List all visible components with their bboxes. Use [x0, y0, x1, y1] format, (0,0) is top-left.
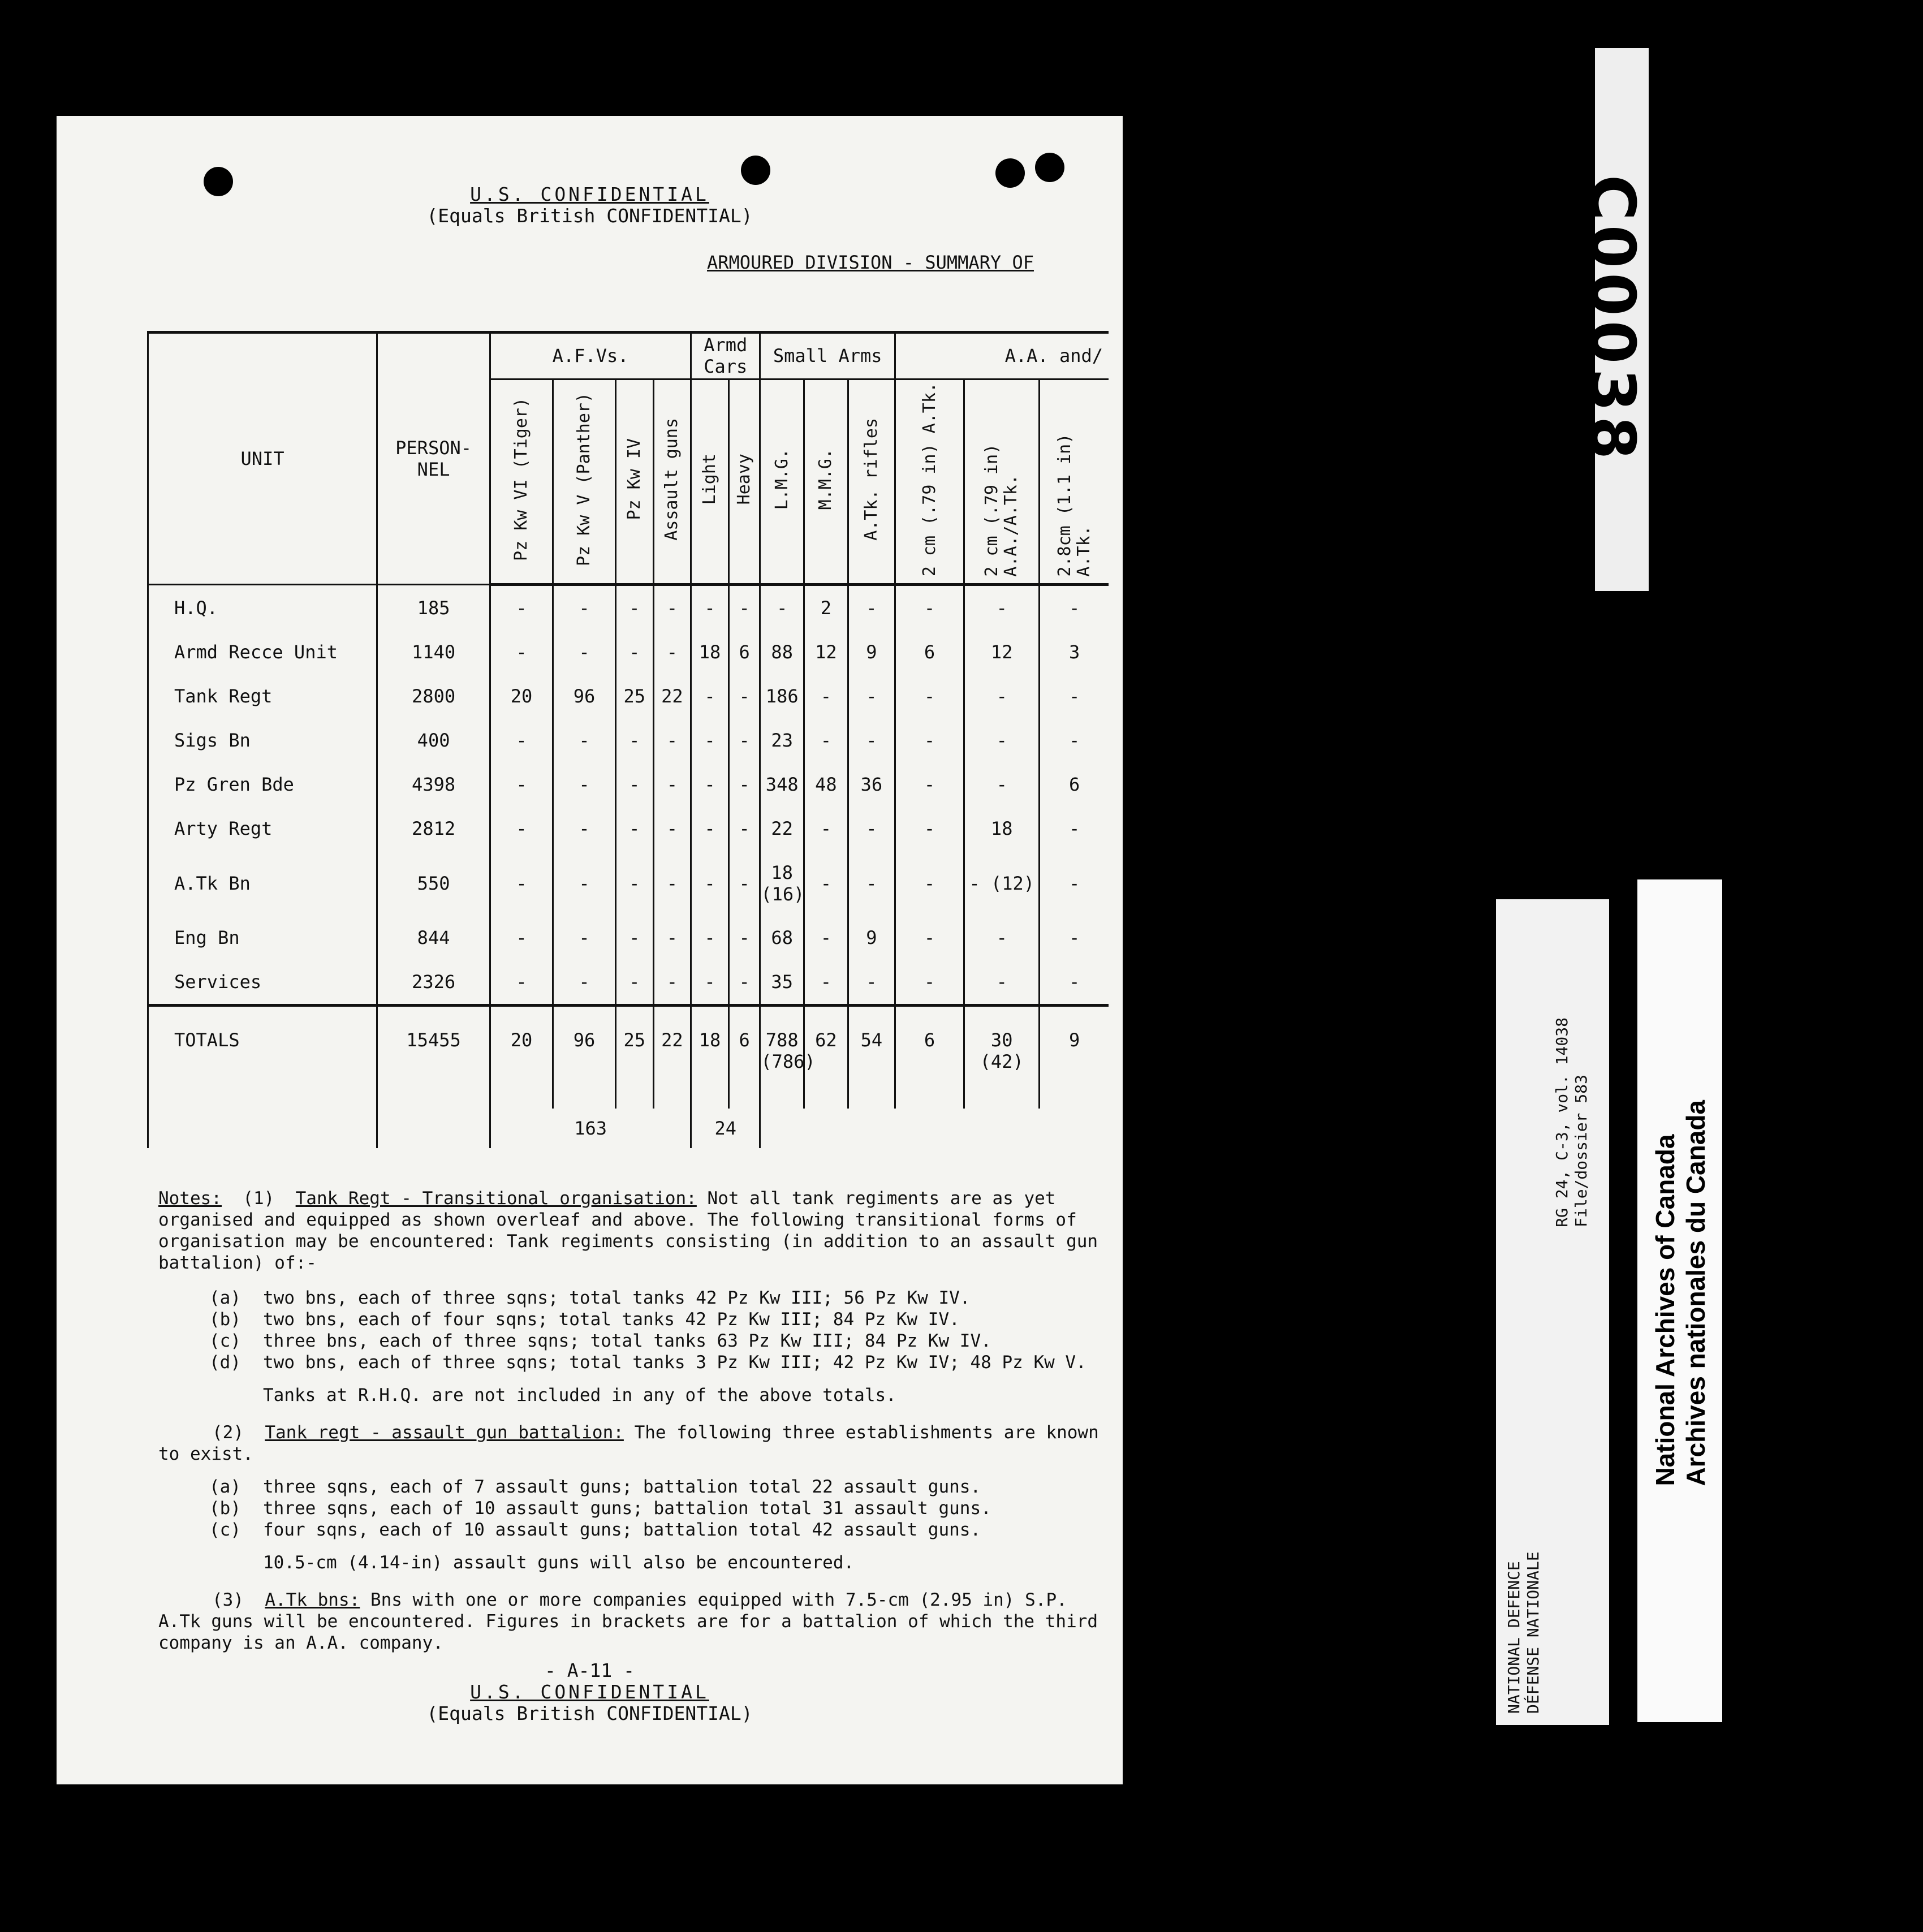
- note-item: [209, 1519, 1103, 1541]
- light-cell: -: [691, 762, 729, 807]
- pz5-cell: -: [553, 851, 615, 916]
- lmg-cell: 68: [760, 916, 804, 960]
- note-item-text: two bns, each of three sqns; total tanks 3 Pz Kw III; 42 Pz Kw IV; 48 Pz Kw V.: [263, 1352, 1086, 1373]
- heavy-cell: -: [728, 807, 760, 851]
- pz4-cell: -: [615, 916, 653, 960]
- note-3: [158, 1589, 1103, 1654]
- atrifles-cell: -: [848, 851, 895, 916]
- unit-header: UNIT: [148, 333, 377, 585]
- mmg-label: M.M.G.: [816, 448, 836, 510]
- aa28-cell: -: [1040, 916, 1109, 960]
- confidential-footer-label: U.S. CONFIDENTIAL: [470, 1681, 709, 1703]
- note-item-label: (c): [209, 1331, 241, 1351]
- punch-hole-4: [1035, 153, 1064, 182]
- heavy-cell: -: [728, 585, 760, 631]
- at-rifles-header: [848, 379, 895, 585]
- note-item-label: (a): [209, 1477, 241, 1497]
- pz6-cell: -: [490, 916, 553, 960]
- lmg-cell: 88: [760, 630, 804, 674]
- department-line-1: NATIONAL DEFENCE: [1504, 1561, 1523, 1714]
- group-totals-row: [148, 1109, 1109, 1148]
- at-rifles-label: A.Tk. rifles: [861, 418, 881, 541]
- aa2cm_at-cell: -: [895, 585, 964, 631]
- pz6-cell: 20: [490, 674, 553, 718]
- reference-line-2: File/dossier 583: [1572, 1075, 1590, 1227]
- mmg-cell: 2: [804, 585, 848, 631]
- note-item: [209, 1498, 1103, 1519]
- note-item-label: (d): [209, 1352, 241, 1373]
- table-row: [148, 674, 1109, 718]
- note-item: [209, 1476, 1103, 1498]
- mmg-cell: -: [804, 851, 848, 916]
- aa-2cm-aa-header: [964, 379, 1040, 585]
- confidential-equivalence: (Equals British CONFIDENTIAL): [426, 205, 753, 227]
- pz6-cell: -: [490, 585, 553, 631]
- pz5-label: Pz Kw V (Panther): [574, 392, 594, 566]
- note-item-text: three sqns, each of 7 assault guns; battalion total 22 assault guns.: [263, 1477, 981, 1497]
- light-label: Light: [700, 454, 720, 505]
- aa28-cell: 9: [1040, 1006, 1109, 1109]
- aa2cm_at-cell: -: [895, 916, 964, 960]
- aa2cm_at-cell: 6: [895, 630, 964, 674]
- atrifles-cell: -: [848, 674, 895, 718]
- mmg-cell: -: [804, 807, 848, 851]
- pz4-header: [615, 379, 653, 585]
- mmg-cell: 12: [804, 630, 848, 674]
- confidential-header: [57, 184, 1123, 227]
- pz6-cell: -: [490, 718, 553, 762]
- confidential-label: U.S. CONFIDENTIAL: [470, 183, 709, 205]
- pz5-cell: -: [553, 762, 615, 807]
- unit-cell: Armd Recce Unit: [148, 630, 377, 674]
- mmg-cell: 62: [804, 1006, 848, 1109]
- heavy-cell: -: [728, 851, 760, 916]
- pz4-cell: -: [615, 851, 653, 916]
- light-header: [691, 379, 729, 585]
- note-2-text: The following three establishments are known to exist.: [158, 1422, 1099, 1464]
- note-1-footer: Tanks at R.H.Q. are not included in any of the above totals.: [263, 1385, 896, 1405]
- atrifles-cell: -: [848, 807, 895, 851]
- atrifles-cell: 36: [848, 762, 895, 807]
- pz6-header: [490, 379, 553, 585]
- mmg-cell: -: [804, 960, 848, 1006]
- aa2cm_aa-cell: -: [964, 960, 1040, 1006]
- assault-cell: 22: [653, 674, 691, 718]
- personnel-cell: 185: [377, 585, 490, 631]
- table-row: [148, 851, 1109, 916]
- archives-text: [1650, 1100, 1711, 1486]
- heavy-cell: 6: [728, 1006, 760, 1109]
- archives-line-2: Archives nationales du Canada: [1681, 1100, 1710, 1486]
- mmg-cell: -: [804, 674, 848, 718]
- note-1-title: Tank Regt - Transitional organisation:: [295, 1188, 697, 1209]
- pz5-header: [553, 379, 615, 585]
- unit-cell: Eng Bn: [148, 916, 377, 960]
- note-1-text: Not all tank regiments are as yet organised and equipped as shown overleaf and above. The following transitional forms of organisation may be encountered: Tank regiments consisting (in addition to an assault gun battalion) of:-: [158, 1188, 1098, 1273]
- heavy-label: Heavy: [734, 454, 754, 505]
- aa2cm_aa-cell: -: [964, 718, 1040, 762]
- table-row: [148, 916, 1109, 960]
- punch-hole-2: [741, 156, 770, 185]
- note-2: [158, 1422, 1103, 1465]
- personnel-cell: 844: [377, 916, 490, 960]
- personnel-cell: 1140: [377, 630, 490, 674]
- aa2cm_aa-cell: - (12): [964, 851, 1040, 916]
- summary-table: [147, 331, 1109, 1148]
- page-number: - A-11 -: [545, 1659, 635, 1681]
- heavy-cell: -: [728, 674, 760, 718]
- assault-cell: -: [653, 718, 691, 762]
- atrifles-cell: -: [848, 718, 895, 762]
- light-cell: -: [691, 916, 729, 960]
- note-item-label: (c): [209, 1520, 241, 1540]
- lmg-cell: 18 (16): [760, 851, 804, 916]
- notes-section: [158, 1188, 1103, 1654]
- aa2cm_aa-cell: -: [964, 762, 1040, 807]
- archives-slip: [1637, 879, 1722, 1722]
- personnel-header: PERSON-NEL: [377, 333, 490, 585]
- light-cell: 18: [691, 1006, 729, 1109]
- lmg-label: L.M.G.: [771, 448, 792, 510]
- note-item: [209, 1287, 1103, 1309]
- note-item-label: (a): [209, 1288, 241, 1308]
- pz5-cell: -: [553, 916, 615, 960]
- table-row: [148, 718, 1109, 762]
- light-cell: -: [691, 585, 729, 631]
- note-3-title: A.Tk bns:: [265, 1590, 360, 1610]
- atrifles-cell: 54: [848, 1006, 895, 1109]
- light-cell: -: [691, 674, 729, 718]
- pz4-cell: -: [615, 807, 653, 851]
- afv-group-total: 163: [490, 1109, 691, 1148]
- note-2-number: (2): [212, 1422, 244, 1443]
- lmg-cell: 186: [760, 674, 804, 718]
- note-2-footer: 10.5-cm (4.14-in) assault guns will also be encountered.: [263, 1552, 855, 1573]
- light-cell: -: [691, 718, 729, 762]
- aa-28cm-header: [1040, 379, 1109, 585]
- pz5-cell: 96: [553, 1006, 615, 1109]
- aa28-cell: -: [1040, 585, 1109, 631]
- heavy-cell: 6: [728, 630, 760, 674]
- unit-cell: Pz Gren Bde: [148, 762, 377, 807]
- light-cell: -: [691, 807, 729, 851]
- note-item-text: two bns, each of three sqns; total tanks 42 Pz Kw III; 56 Pz Kw IV.: [263, 1288, 971, 1308]
- aa28-cell: 6: [1040, 762, 1109, 807]
- personnel-cell: 4398: [377, 762, 490, 807]
- lmg-cell: -: [760, 585, 804, 631]
- notes-label: Notes:: [158, 1188, 222, 1209]
- table-row: [148, 762, 1109, 807]
- unit-cell: Arty Regt: [148, 807, 377, 851]
- unit-cell: TOTALS: [148, 1006, 377, 1109]
- note-item-text: four sqns, each of 10 assault guns; battalion total 42 assault guns.: [263, 1520, 981, 1540]
- heavy-cell: -: [728, 762, 760, 807]
- armd-cars-header: Armd Cars: [691, 333, 760, 380]
- spacer-cell: [760, 1109, 1109, 1148]
- pz4-cell: 25: [615, 674, 653, 718]
- light-cell: 18: [691, 630, 729, 674]
- lmg-cell: 22: [760, 807, 804, 851]
- assault-cell: 22: [653, 1006, 691, 1109]
- table-header-row: [148, 333, 1109, 380]
- aa-28cm-label: 2.8cm (1.1 in) A.Tk.: [1054, 433, 1094, 577]
- assault-cell: -: [653, 762, 691, 807]
- note-3-text: Bns with one or more companies equipped with 7.5-cm (2.95 in) S.P. A.Tk guns will be encountered. Figures in brackets are for a battalion of which the third company is an A.A. company.: [158, 1590, 1098, 1653]
- aa2cm_at-cell: -: [895, 960, 964, 1006]
- note-item-text: three sqns, each of 10 assault guns; battalion total 31 assault guns.: [263, 1498, 991, 1519]
- pz5-cell: -: [553, 630, 615, 674]
- personnel-cell: 15455: [377, 1006, 490, 1109]
- small-arms-header: Small Arms: [760, 333, 895, 380]
- aa-2cm-aa-label: 2 cm (.79 in) A.A./A.Tk.: [982, 443, 1021, 577]
- aa28-cell: -: [1040, 960, 1109, 1006]
- assault-cell: -: [653, 807, 691, 851]
- unit-cell: Sigs Bn: [148, 718, 377, 762]
- personnel-cell: 400: [377, 718, 490, 762]
- archives-line-1: National Archives of Canada: [1650, 1134, 1680, 1486]
- spacer-cell: [148, 1109, 377, 1148]
- pz5-cell: -: [553, 960, 615, 1006]
- note-item: [209, 1309, 1103, 1330]
- table-row: [148, 807, 1109, 851]
- personnel-cell: 2812: [377, 807, 490, 851]
- totals-row: [148, 1006, 1109, 1109]
- light-cell: -: [691, 851, 729, 916]
- mmg-cell: -: [804, 916, 848, 960]
- unit-cell: Tank Regt: [148, 674, 377, 718]
- aa2cm_aa-cell: 12: [964, 630, 1040, 674]
- reference-number: [1553, 1017, 1591, 1227]
- pz4-cell: -: [615, 585, 653, 631]
- aa2cm_aa-cell: -: [964, 674, 1040, 718]
- aa2cm_aa-cell: 30 (42): [964, 1006, 1040, 1109]
- pz6-cell: -: [490, 807, 553, 851]
- spacer-cell: [377, 1109, 490, 1148]
- note-item-label: (b): [209, 1309, 241, 1330]
- personnel-cell: 2800: [377, 674, 490, 718]
- atrifles-cell: 9: [848, 630, 895, 674]
- note-1-number: (1): [243, 1188, 275, 1209]
- pz5-cell: -: [553, 807, 615, 851]
- heavy-header: [728, 379, 760, 585]
- heavy-cell: -: [728, 960, 760, 1006]
- lmg-cell: 348: [760, 762, 804, 807]
- confidential-footer: [57, 1660, 1123, 1724]
- pz6-cell: -: [490, 960, 553, 1006]
- unit-cell: Services: [148, 960, 377, 1006]
- reference-line-1: RG 24, C-3, vol. 14038: [1553, 1017, 1571, 1227]
- table-row: [148, 585, 1109, 631]
- reference-text: [1504, 1148, 1543, 1714]
- pz5-cell: -: [553, 718, 615, 762]
- assault-cell: -: [653, 630, 691, 674]
- assault-cell: -: [653, 851, 691, 916]
- personnel-cell: 550: [377, 851, 490, 916]
- aa2cm_aa-cell: 18: [964, 807, 1040, 851]
- note-item: [209, 1352, 1103, 1373]
- pz4-cell: -: [615, 762, 653, 807]
- armd-cars-group-total: 24: [691, 1109, 760, 1148]
- pz4-cell: -: [615, 718, 653, 762]
- note-1: [158, 1188, 1103, 1274]
- heavy-cell: -: [728, 916, 760, 960]
- aa-2cm-at-label: 2 cm (.79 in) A.Tk.: [919, 382, 939, 577]
- assault-guns-label: Assault guns: [662, 418, 682, 541]
- assault-cell: -: [653, 960, 691, 1006]
- lmg-header: [760, 379, 804, 585]
- table-body: [148, 585, 1109, 1148]
- aa2cm_aa-cell: -: [964, 916, 1040, 960]
- note-3-number: (3): [212, 1590, 244, 1610]
- note-2-title: Tank regt - assault gun battalion:: [265, 1422, 624, 1443]
- atrifles-cell: -: [848, 585, 895, 631]
- aa2cm_at-cell: -: [895, 674, 964, 718]
- pz6-cell: 20: [490, 1006, 553, 1109]
- unit-cell: H.Q.: [148, 585, 377, 631]
- document-page: [57, 116, 1123, 1784]
- mmg-cell: -: [804, 718, 848, 762]
- aa-2cm-at-header: [895, 379, 964, 585]
- lmg-cell: 788 (786): [760, 1006, 804, 1109]
- assault-cell: -: [653, 585, 691, 631]
- pz5-cell: 96: [553, 674, 615, 718]
- note-item-text: two bns, each of four sqns; total tanks 42 Pz Kw III; 84 Pz Kw IV.: [263, 1309, 960, 1330]
- assault-guns-header: [653, 379, 691, 585]
- heavy-cell: -: [728, 718, 760, 762]
- aa28-cell: -: [1040, 807, 1109, 851]
- aa-header: A.A. and/: [895, 333, 1109, 380]
- note-2-items: [209, 1476, 1103, 1541]
- aa28-cell: -: [1040, 674, 1109, 718]
- pz4-cell: 25: [615, 1006, 653, 1109]
- note-item-text: three bns, each of three sqns; total tanks 63 Pz Kw III; 84 Pz Kw IV.: [263, 1331, 991, 1351]
- pz6-cell: -: [490, 630, 553, 674]
- unit-cell: A.Tk Bn: [148, 851, 377, 916]
- note-item: [209, 1330, 1103, 1352]
- table-row: [148, 630, 1109, 674]
- aa2cm_at-cell: -: [895, 851, 964, 916]
- department-line-2: DÉFENSE NATIONALE: [1524, 1551, 1542, 1714]
- table-row: [148, 960, 1109, 1006]
- lmg-cell: 23: [760, 718, 804, 762]
- document-subtitle: ARMOURED DIVISION - SUMMARY OF: [707, 252, 1034, 273]
- aa28-cell: -: [1040, 718, 1109, 762]
- mmg-header: [804, 379, 848, 585]
- note-item-label: (b): [209, 1498, 241, 1519]
- aa2cm_at-cell: -: [895, 718, 964, 762]
- pz6-label: Pz Kw VI (Tiger): [511, 397, 531, 561]
- note-1-items: [209, 1287, 1103, 1373]
- aa2cm_aa-cell: -: [964, 585, 1040, 631]
- mmg-cell: 48: [804, 762, 848, 807]
- pz6-cell: -: [490, 762, 553, 807]
- afvs-header: A.F.Vs.: [490, 333, 691, 380]
- reference-slip: [1496, 899, 1609, 1725]
- pz4-label: Pz Kw IV: [624, 438, 644, 520]
- light-cell: -: [691, 960, 729, 1006]
- aa2cm_at-cell: 6: [895, 1006, 964, 1109]
- pz6-cell: -: [490, 851, 553, 916]
- personnel-cell: 2326: [377, 960, 490, 1006]
- pz4-cell: -: [615, 960, 653, 1006]
- reel-number: C00038: [1595, 48, 1649, 591]
- confidential-footer-equivalence: (Equals British CONFIDENTIAL): [426, 1702, 753, 1724]
- aa28-cell: 3: [1040, 630, 1109, 674]
- aa2cm_at-cell: -: [895, 762, 964, 807]
- assault-cell: -: [653, 916, 691, 960]
- atrifles-cell: -: [848, 960, 895, 1006]
- aa28-cell: -: [1040, 851, 1109, 916]
- pz4-cell: -: [615, 630, 653, 674]
- atrifles-cell: 9: [848, 916, 895, 960]
- lmg-cell: 35: [760, 960, 804, 1006]
- aa2cm_at-cell: -: [895, 807, 964, 851]
- pz5-cell: -: [553, 585, 615, 631]
